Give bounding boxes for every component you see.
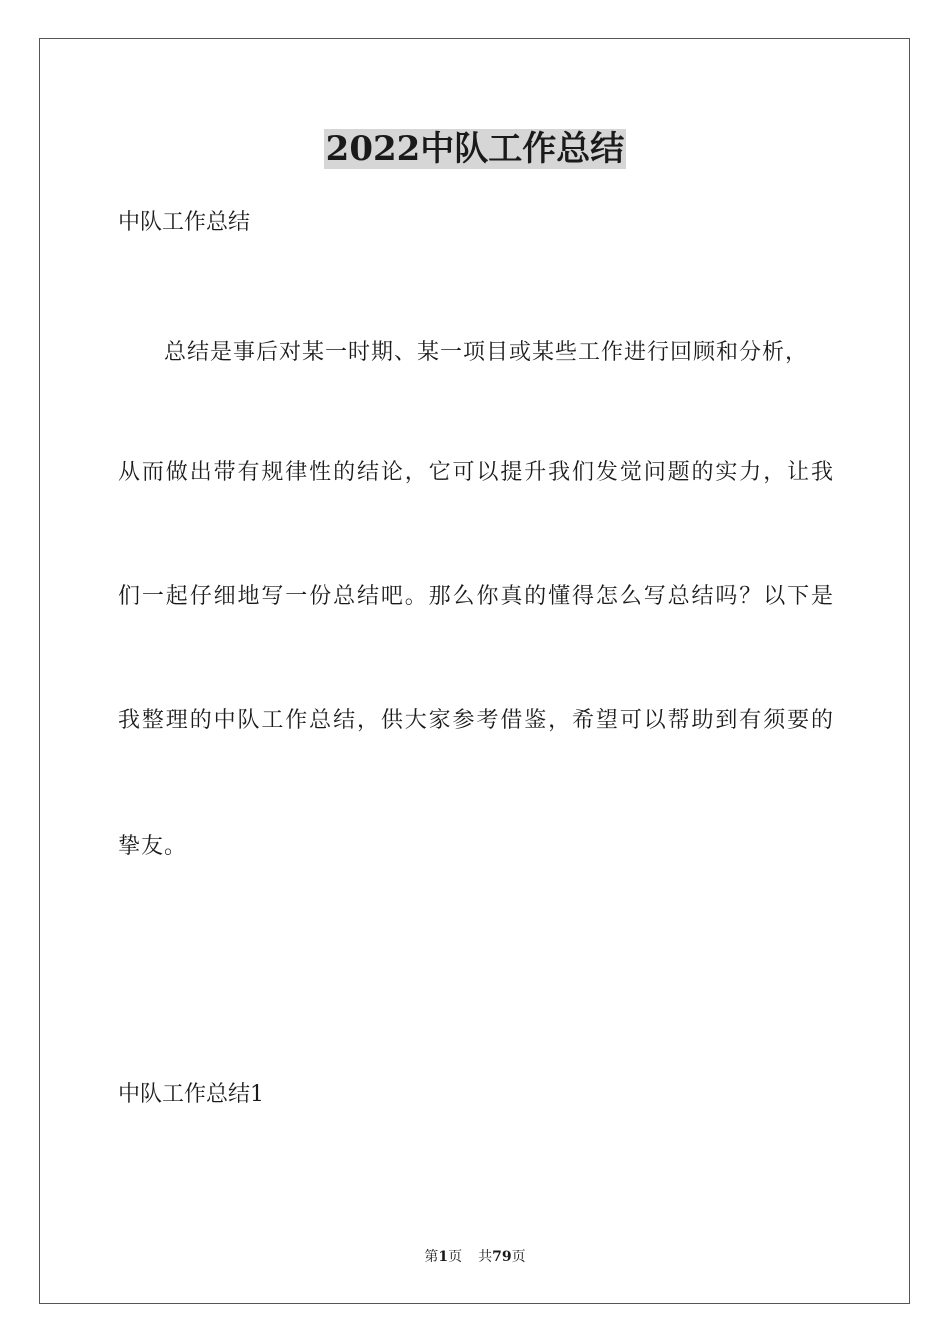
footer-page-prefix: 第 xyxy=(424,1249,439,1265)
intro-line-5: 挚友。 xyxy=(118,834,188,859)
section-heading: 中队工作总结1 xyxy=(118,1082,264,1107)
intro-line-3: 们一起仔细地写一份总结吧。那么你真的懂得怎么写总结吗？以下是 xyxy=(118,584,834,609)
footer-page-number: 1 xyxy=(438,1249,449,1265)
document-subtitle: 中队工作总结 xyxy=(118,210,251,235)
document-title-text: 2022中队工作总结 xyxy=(325,129,625,169)
document-title xyxy=(0,126,950,172)
footer-total-pages: 79 xyxy=(492,1249,512,1265)
footer-total-prefix: 共 xyxy=(478,1249,493,1265)
page-footer xyxy=(0,1247,950,1267)
intro-line-1: 总结是事后对某一时期、某一项目或某些工作进行回顾和分析， xyxy=(164,340,809,365)
footer-page-suffix: 页 xyxy=(448,1249,463,1265)
intro-line-4: 我整理的中队工作总结，供大家参考借鉴，希望可以帮助到有须要的 xyxy=(118,708,834,733)
footer-total-suffix: 页 xyxy=(511,1249,526,1265)
intro-line-2: 从而做出带有规律性的结论，它可以提升我们发觉问题的实力，让我 xyxy=(118,460,834,485)
